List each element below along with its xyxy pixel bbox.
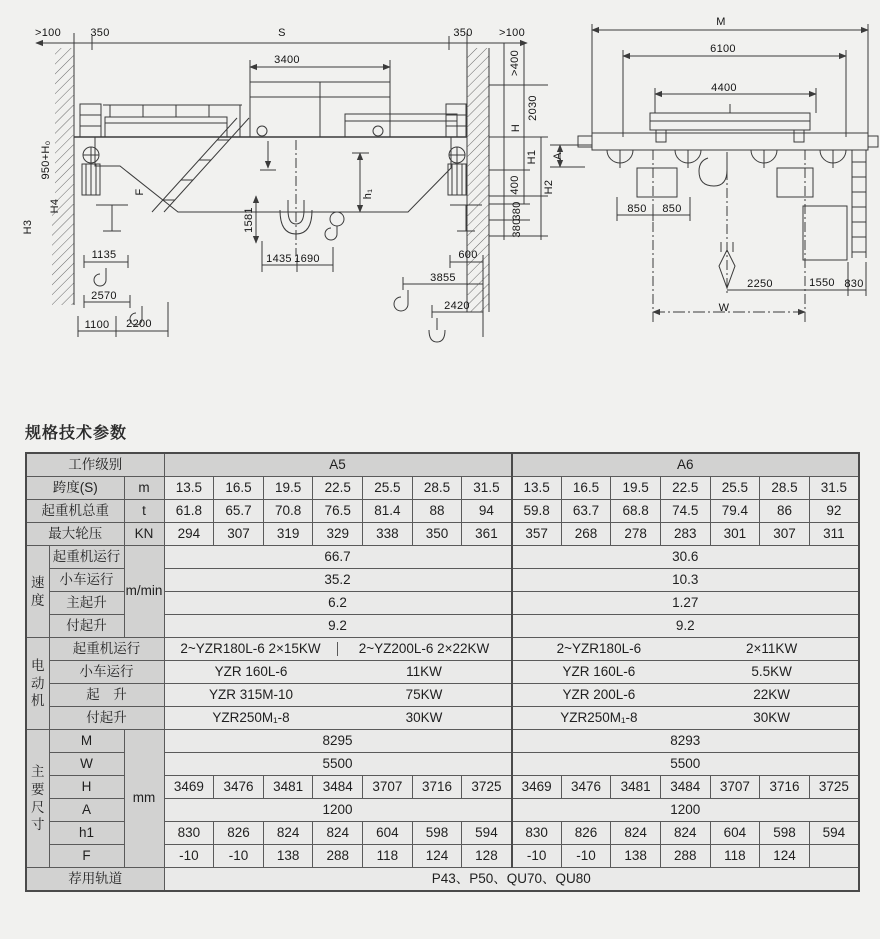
spec-label-cell: 付起升: [49, 615, 124, 638]
spec-label-cell: H: [49, 776, 124, 799]
spec-value-cell: 22.5: [660, 477, 710, 500]
table-row: [26, 730, 859, 753]
spec-value-cell: [164, 684, 511, 707]
spec-value-cell: 68.8: [611, 500, 661, 523]
spec-value-cell: [164, 707, 511, 730]
spec-value-cell: 138: [611, 845, 661, 868]
spec-value-cell: 826: [214, 822, 264, 845]
dimension-label: A: [552, 152, 564, 160]
spec-value-cell: 31.5: [809, 477, 859, 500]
spec-label-cell: 最大轮压: [26, 523, 124, 546]
spec-label-cell: 速度: [26, 546, 49, 638]
dimension-label: 400: [509, 175, 521, 195]
spec-value-cell: 288: [313, 845, 363, 868]
spec-value-cell: -10: [561, 845, 611, 868]
spec-label-cell: W: [49, 753, 124, 776]
dimension-label: H3: [22, 219, 34, 235]
table-row: [26, 707, 859, 730]
spec-value-cell: 294: [164, 523, 214, 546]
spec-value-cell: 94: [462, 500, 512, 523]
spec-value-text: 22KW: [753, 686, 790, 702]
spec-value-text: 30KW: [405, 709, 443, 725]
spec-value-cell: 128: [462, 845, 512, 868]
spec-value-cell: 61.8: [164, 500, 214, 523]
spec-value-cell: [512, 661, 859, 684]
spec-value-cell: 3707: [710, 776, 760, 799]
spec-value-cell: 5500: [164, 753, 511, 776]
spec-value-cell: 30.6: [512, 546, 859, 569]
spec-value-text: YZR250M₁-8: [560, 709, 638, 725]
spec-label-cell: 起 升: [49, 684, 164, 707]
spec-value-cell: 830: [512, 822, 562, 845]
spec-value-text: YZR 160L-6: [562, 663, 636, 679]
spec-value-cell: 19.5: [263, 477, 313, 500]
spec-label-cell: A5: [164, 453, 511, 477]
spec-value-cell: 22.5: [313, 477, 363, 500]
spec-value-cell: 311: [809, 523, 859, 546]
spec-value-cell: 301: [710, 523, 760, 546]
dimension-label: 380: [511, 218, 523, 238]
spec-value-cell: 307: [760, 523, 810, 546]
dimension-label: 850: [662, 203, 682, 215]
spec-value-cell: 3716: [412, 776, 462, 799]
dimension-label: 2420: [444, 300, 470, 312]
spec-value-text: YZR250M₁-8: [212, 709, 290, 725]
spec-table-body: [26, 453, 859, 891]
spec-value-cell: 9.2: [512, 615, 859, 638]
dimension-label: >400: [509, 50, 521, 76]
spec-value-cell: 16.5: [214, 477, 264, 500]
spec-value-cell: 28.5: [760, 477, 810, 500]
spec-value-cell: 357: [512, 523, 562, 546]
spec-label-cell: 工作级别: [26, 453, 164, 477]
spec-value-cell: 824: [660, 822, 710, 845]
spec-value-cell: 118: [363, 845, 413, 868]
dimension-label: 1135: [91, 249, 117, 261]
spec-value-cell: 319: [263, 523, 313, 546]
spec-label-cell: 小车运行: [49, 661, 164, 684]
page-title: 规格技术参数: [25, 425, 128, 442]
spec-value-cell: 604: [710, 822, 760, 845]
spec-value-cell: 81.4: [363, 500, 413, 523]
table-row: [26, 684, 859, 707]
spec-label-cell: mm: [124, 730, 164, 868]
dimension-label: H: [510, 123, 522, 133]
spec-value-cell: 88: [412, 500, 462, 523]
spec-label-cell: 付起升: [49, 707, 164, 730]
spec-label-cell: 小车运行: [49, 569, 124, 592]
spec-value-cell: 3469: [164, 776, 214, 799]
spec-value-cell: 3725: [809, 776, 859, 799]
dimension-label: 3400: [274, 54, 300, 66]
spec-value-cell: 124: [760, 845, 810, 868]
spec-value-cell: [164, 638, 511, 661]
spec-value-cell: 283: [660, 523, 710, 546]
spec-label-cell: m/min: [124, 546, 164, 638]
spec-value-cell: 76.5: [313, 500, 363, 523]
dimension-label: 350: [453, 27, 473, 39]
spec-value-cell: 65.7: [214, 500, 264, 523]
spec-value-text: 2~YZR180L-6 2×15KW: [165, 642, 338, 656]
spec-label-cell: 跨度(S): [26, 477, 124, 500]
spec-value-text: 2×11KW: [746, 640, 798, 656]
spec-value-cell: 824: [263, 822, 313, 845]
spec-value-text: 5.5KW: [751, 663, 792, 679]
spec-value-cell: 350: [412, 523, 462, 546]
spec-value-text: YZR 200L-6: [562, 686, 636, 702]
spec-value-cell: 19.5: [611, 477, 661, 500]
spec-value-cell: -10: [214, 845, 264, 868]
spec-value-text: 2~YZR180L-6: [556, 640, 642, 656]
spec-value-cell: [164, 661, 511, 684]
spec-label-cell: 主起升: [49, 592, 124, 615]
spec-value-cell: 329: [313, 523, 363, 546]
spec-value-cell: -10: [512, 845, 562, 868]
spec-value-cell: [809, 845, 859, 868]
dimension-label: H4: [49, 198, 61, 214]
spec-value-cell: 13.5: [164, 477, 214, 500]
spec-value-cell: 598: [412, 822, 462, 845]
dimension-label: H2: [543, 179, 555, 195]
dimension-label: 1550: [809, 277, 835, 289]
spec-value-cell: 3481: [611, 776, 661, 799]
spec-value-cell: 5500: [512, 753, 859, 776]
spec-value-cell: 25.5: [363, 477, 413, 500]
dimension-label: H1: [526, 149, 538, 165]
table-row: [26, 638, 859, 661]
spec-value-cell: 3484: [660, 776, 710, 799]
spec-value-cell: 8293: [512, 730, 859, 753]
table-row: [26, 477, 859, 500]
table-row: [26, 523, 859, 546]
spec-value-cell: 604: [363, 822, 413, 845]
spec-value-cell: 3725: [462, 776, 512, 799]
spec-value-cell: 288: [660, 845, 710, 868]
spec-value-cell: 59.8: [512, 500, 562, 523]
spec-value-cell: -10: [164, 845, 214, 868]
dimension-label: 2570: [91, 290, 117, 302]
spec-value-cell: 3707: [363, 776, 413, 799]
spec-table: [25, 452, 860, 892]
dimension-label: >100: [35, 27, 61, 39]
spec-value-text: YZR 315M-10: [209, 686, 294, 702]
dimension-label: 350: [90, 27, 110, 39]
spec-label-cell: A: [49, 799, 124, 822]
dimension-label: 1690: [294, 253, 320, 265]
spec-value-cell: 66.7: [164, 546, 511, 569]
dimension-label: 600: [458, 249, 478, 261]
dimension-label: 850: [627, 203, 647, 215]
spec-value-text: 11KW: [406, 663, 442, 679]
spec-value-cell: 25.5: [710, 477, 760, 500]
spec-value-cell: 824: [313, 822, 363, 845]
spec-value-cell: 6.2: [164, 592, 511, 615]
engineering-drawing: [0, 0, 880, 405]
spec-value-cell: 86: [760, 500, 810, 523]
table-row: [26, 453, 859, 477]
spec-label-cell: 电动机: [26, 638, 49, 730]
spec-value-text: 2~YZ200L-6 2×22KW: [358, 640, 490, 656]
spec-value-cell: 338: [363, 523, 413, 546]
spec-value-text: 75KW: [405, 686, 443, 702]
spec-value-cell: 1200: [512, 799, 859, 822]
table-row: [26, 661, 859, 684]
dimension-label: 3855: [430, 272, 456, 284]
spec-value-cell: 16.5: [561, 477, 611, 500]
dimension-label: 2030: [527, 95, 539, 121]
spec-value-cell: 31.5: [462, 477, 512, 500]
spec-value-cell: 118: [710, 845, 760, 868]
spec-value-cell: 824: [611, 822, 661, 845]
spec-value-cell: 1200: [164, 799, 511, 822]
dimension-label: 1435: [266, 253, 292, 265]
spec-value-cell: 124: [412, 845, 462, 868]
spec-value-cell: 594: [462, 822, 512, 845]
spec-value-cell: 3476: [561, 776, 611, 799]
dimension-label: 2250: [747, 278, 773, 290]
spec-label-cell: 主要尺寸: [26, 730, 49, 868]
spec-value-cell: 826: [561, 822, 611, 845]
table-row: [26, 546, 859, 569]
spec-label-cell: KN: [124, 523, 164, 546]
spec-value-cell: 1.27: [512, 592, 859, 615]
spec-value-cell: 35.2: [164, 569, 511, 592]
dimension-label: 6100: [710, 43, 736, 55]
spec-value-cell: 138: [263, 845, 313, 868]
spec-value-cell: 3484: [313, 776, 363, 799]
spec-value-cell: 3476: [214, 776, 264, 799]
spec-value-cell: 9.2: [164, 615, 511, 638]
spec-value-cell: P43、P50、QU70、QU80: [164, 868, 859, 892]
spec-value-cell: 307: [214, 523, 264, 546]
dimension-label: F: [134, 188, 146, 196]
dimension-labels: [0, 0, 880, 405]
spec-value-cell: 830: [164, 822, 214, 845]
dimension-label: h₁: [362, 188, 374, 200]
spec-value-cell: 79.4: [710, 500, 760, 523]
spec-label-cell: m: [124, 477, 164, 500]
spec-value-cell: 3481: [263, 776, 313, 799]
spec-label-cell: 起重机运行: [49, 546, 124, 569]
spec-value-cell: 3469: [512, 776, 562, 799]
spec-label-cell: t: [124, 500, 164, 523]
spec-value-text: YZR 160L-6: [214, 663, 288, 679]
dimension-label: S: [278, 27, 286, 39]
dimension-label: 4400: [711, 82, 737, 94]
spec-value-cell: 361: [462, 523, 512, 546]
spec-label-cell: 荐用轨道: [26, 868, 164, 892]
dimension-label: W: [718, 302, 730, 314]
dimension-label: 1581: [243, 207, 255, 233]
dimension-label: M: [716, 16, 726, 28]
spec-value-cell: 13.5: [512, 477, 562, 500]
spec-value-cell: 8295: [164, 730, 511, 753]
dimension-label: 950+H₀: [40, 140, 52, 180]
dimension-label: >100: [499, 27, 525, 39]
spec-label-cell: F: [49, 845, 124, 868]
table-row: [26, 868, 859, 892]
spec-value-cell: 92: [809, 500, 859, 523]
spec-value-cell: [512, 638, 859, 661]
spec-label-cell: 起重机总重: [26, 500, 124, 523]
spec-value-cell: 598: [760, 822, 810, 845]
table-row: [26, 500, 859, 523]
spec-value-cell: 278: [611, 523, 661, 546]
spec-label-cell: h1: [49, 822, 124, 845]
spec-label-cell: 起重机运行: [49, 638, 164, 661]
spec-value-cell: [512, 707, 859, 730]
spec-value-cell: 74.5: [660, 500, 710, 523]
dimension-label: 830: [844, 278, 864, 290]
dimension-label: 380: [511, 201, 523, 221]
spec-value-cell: 63.7: [561, 500, 611, 523]
spec-value-cell: 3716: [760, 776, 810, 799]
dimension-label: 1100: [84, 319, 110, 331]
spec-value-cell: 594: [809, 822, 859, 845]
spec-value-cell: 28.5: [412, 477, 462, 500]
spec-value-cell: 10.3: [512, 569, 859, 592]
spec-label-cell: M: [49, 730, 124, 753]
dimension-label: 2200: [126, 318, 152, 330]
spec-value-text: 30KW: [753, 709, 790, 725]
spec-label-cell: A6: [512, 453, 859, 477]
spec-value-cell: 70.8: [263, 500, 313, 523]
spec-value-cell: [512, 684, 859, 707]
spec-value-cell: 268: [561, 523, 611, 546]
